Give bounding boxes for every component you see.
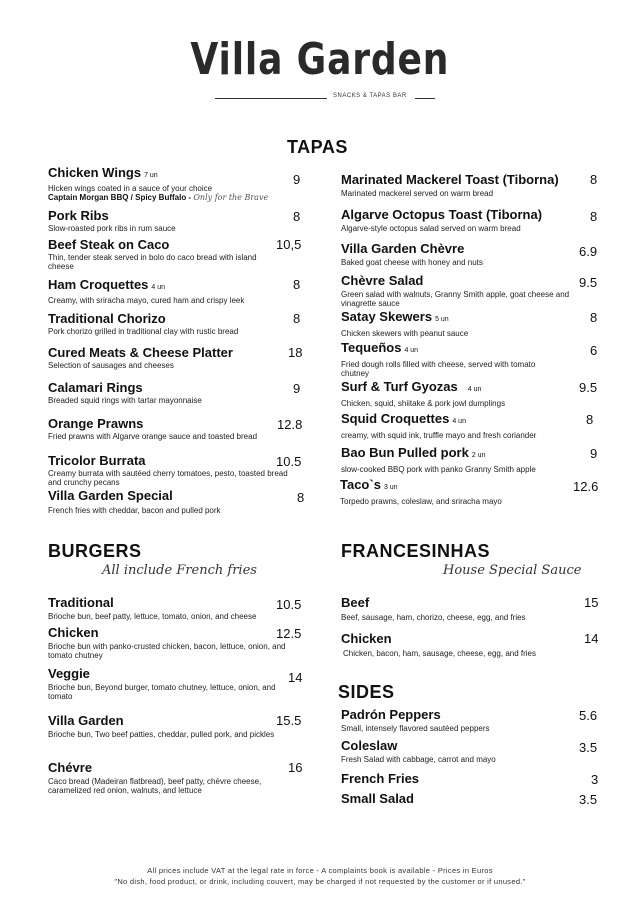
item-name: Villa Garden Chèvre bbox=[341, 241, 465, 256]
menu-item-cured-meats-platter bbox=[48, 345, 280, 370]
menu-item-orange-prawns bbox=[48, 416, 280, 441]
burgers-note: All include French fries bbox=[102, 563, 257, 578]
menu-item-burger-traditional bbox=[48, 595, 298, 621]
item-name: Chévre bbox=[48, 760, 93, 775]
item-desc: Slow-roasted pork ribs in rum sauce bbox=[48, 224, 176, 233]
footer-charge-note: "No dish, food product, or drink, including couvert, may be charged if not requested by the customer or if unused." bbox=[114, 877, 526, 886]
item-price: 10.5 bbox=[276, 597, 302, 612]
item-name: Chicken bbox=[48, 625, 99, 640]
sauce-note: Only for the Brave bbox=[193, 193, 269, 202]
menu-item-small-salad bbox=[341, 791, 571, 806]
item-desc: Fried prawns with Algarve orange sauce and toasted bread bbox=[48, 432, 258, 441]
item-desc: Chicken, bacon, ham, sausage, cheese, egg, and fries bbox=[343, 649, 537, 658]
menu-item-chicken-wings bbox=[48, 165, 280, 203]
item-qty: 4 un bbox=[452, 418, 466, 425]
item-price: 10.5 bbox=[276, 454, 302, 469]
item-price: 16 bbox=[288, 760, 303, 775]
item-price: 14 bbox=[288, 670, 303, 685]
menu-item-villa-garden-special bbox=[48, 488, 280, 515]
item-desc: Torpedo prawns, coleslaw, and sriracha mayo bbox=[340, 497, 502, 506]
item-price: 8 bbox=[293, 277, 301, 292]
menu-item-villa-garden-chevre bbox=[341, 241, 571, 267]
section-title-tapas: TAPAS bbox=[287, 137, 348, 157]
item-desc: Algarve-style octopus salad served on warm bread bbox=[341, 224, 521, 233]
item-price: 8 bbox=[590, 209, 598, 224]
item-desc: Chicken skewers with peanut sauce bbox=[341, 329, 469, 338]
item-desc: Brioche bun with panko-crusted chicken, bacon, lettuce, onion, and tomato chutney bbox=[48, 642, 286, 660]
francesinhas-note: House Special Sauce bbox=[443, 563, 582, 578]
menu-item-french-fries bbox=[341, 771, 571, 786]
item-desc: slow-cooked BBQ pork with panko Granny Smith apple bbox=[341, 465, 536, 474]
item-name: Veggie bbox=[48, 666, 90, 681]
menu-item-burger-veggie bbox=[48, 666, 303, 701]
menu-item-bao-bun bbox=[341, 445, 581, 474]
menu-item-squid-croquettes bbox=[341, 411, 581, 440]
item-desc: Green salad with walnuts, Granny Smith apple, goat cheese and vinagrette sauce bbox=[341, 290, 570, 308]
item-price: 14 bbox=[584, 631, 599, 646]
item-name: Marinated Mackerel Toast (Tiborna) bbox=[341, 172, 559, 187]
item-desc: Thin, tender steak served in bolo do caco bread with island cheese bbox=[48, 253, 257, 271]
item-qty: 3 un bbox=[383, 484, 398, 491]
item-price: 9.5 bbox=[579, 380, 598, 395]
menu-item-octopus-toast bbox=[341, 207, 586, 233]
item-price: 8 bbox=[297, 490, 305, 505]
item-price: 9 bbox=[293, 172, 301, 187]
item-desc: Small, intensely flavored sautéed peppers bbox=[341, 724, 490, 733]
item-name: Traditional Chorizo bbox=[48, 311, 166, 326]
item-price: 6.9 bbox=[579, 244, 598, 259]
item-desc: French fries with cheddar, bacon and pulled pork bbox=[48, 506, 221, 515]
item-desc: Caco bread (Madeiran flatbread), beef patty, chèvre cheese, caramelized red onion, walnuts, and lettuce bbox=[48, 777, 262, 795]
item-desc: Brioche bun, Two beef patties, cheddar, pulled pork, and pickles bbox=[48, 730, 275, 739]
item-name: Villa Garden bbox=[48, 713, 124, 728]
item-price: 5.6 bbox=[579, 708, 598, 723]
item-price: 8 bbox=[293, 209, 301, 224]
item-desc: Creamy, with sriracha mayo, cured ham and crispy leek bbox=[48, 296, 245, 305]
brand-subtitle: SNACKS & TAPAS BAR bbox=[333, 93, 407, 99]
item-qty: 4 un bbox=[404, 347, 419, 354]
item-qty: 7 un bbox=[144, 172, 158, 179]
item-price: 9 bbox=[293, 381, 301, 396]
item-price: 8 bbox=[293, 311, 301, 326]
menu-item-tequenos bbox=[341, 340, 561, 378]
item-price: 3.5 bbox=[579, 792, 598, 807]
item-desc: Marinated mackerel served on warm bread bbox=[341, 189, 494, 198]
menu-item-traditional-chorizo bbox=[48, 311, 280, 336]
item-name: Algarve Octopus Toast (Tiborna) bbox=[341, 207, 543, 222]
item-price: 18 bbox=[288, 345, 303, 360]
brand-name: Villa Garden bbox=[190, 34, 450, 85]
menu-item-francesinha-chicken bbox=[341, 631, 581, 658]
item-price: 8 bbox=[590, 310, 598, 325]
item-price: 12.5 bbox=[276, 626, 302, 641]
item-price: 9.5 bbox=[579, 275, 598, 290]
menu-item-ham-croquettes bbox=[48, 277, 280, 305]
item-desc: Chicken, squid, shiitake & pork jowl dumplings bbox=[341, 399, 506, 408]
item-desc: Fresh Salad with cabbage, carrot and mayo bbox=[341, 755, 496, 764]
item-name: Tricolor Burrata bbox=[48, 453, 146, 468]
item-name: Bao Bun Pulled pork bbox=[341, 445, 469, 460]
item-name: Chicken Wings bbox=[48, 165, 142, 180]
menu-item-calamari-rings bbox=[48, 380, 280, 405]
menu-item-burger-chicken bbox=[48, 625, 288, 660]
item-price: 8 bbox=[590, 172, 598, 187]
item-name: Small Salad bbox=[341, 791, 414, 806]
item-qty: 5 un bbox=[435, 316, 449, 323]
item-name: Beef bbox=[341, 595, 370, 610]
item-price: 10,5 bbox=[276, 237, 302, 252]
item-desc: Pork chorizo grilled in traditional clay with rustic bread bbox=[48, 327, 239, 336]
item-desc: Breaded squid rings with tartar mayonnaise bbox=[48, 396, 202, 405]
section-title-sides: SIDES bbox=[338, 682, 395, 702]
item-desc: Baked goat cheese with honey and nuts bbox=[341, 258, 483, 267]
divider bbox=[215, 98, 327, 99]
section-title-francesinhas: FRANCESINHAS bbox=[341, 541, 491, 561]
item-qty: 2 un bbox=[471, 452, 486, 459]
menu-item-padron-peppers bbox=[341, 707, 571, 733]
item-name: Traditional bbox=[48, 595, 114, 610]
item-price: 12.6 bbox=[573, 479, 599, 494]
item-name: Orange Prawns bbox=[48, 416, 144, 431]
brand-subtitle-row bbox=[215, 94, 435, 104]
menu-item-mackerel-toast bbox=[341, 172, 586, 198]
item-name: Taco`s bbox=[340, 477, 381, 492]
item-name: Chèvre Salad bbox=[341, 273, 424, 288]
item-name: Tequeños bbox=[341, 340, 402, 355]
menu-item-burger-chevre bbox=[48, 760, 280, 795]
brand-logo bbox=[0, 34, 640, 86]
divider bbox=[415, 98, 435, 99]
item-name: Pork Ribs bbox=[48, 208, 109, 223]
sauce-options: Captain Morgan BBQ / Spicy Buffalo - bbox=[48, 193, 192, 202]
item-name: Ham Croquettes bbox=[48, 277, 149, 292]
item-name: Satay Skewers bbox=[341, 309, 433, 324]
footer-vat-note: All prices include VAT at the legal rate in force - A complaints book is available - Prices in Euros bbox=[147, 866, 493, 875]
item-desc: Selection of sausages and cheeses bbox=[48, 361, 174, 370]
item-desc: Creamy burrata with sautéed cherry tomatoes, pesto, toasted bread and crunchy pecans bbox=[48, 469, 288, 487]
item-desc: Fried dough rolls filled with cheese, served with tomato chutney bbox=[341, 360, 536, 378]
item-qty: 4 un bbox=[467, 386, 482, 393]
item-name: Cured Meats & Cheese Platter bbox=[48, 345, 233, 360]
item-price: 15.5 bbox=[276, 713, 302, 728]
item-price: 3.5 bbox=[579, 740, 598, 755]
item-name: French Fries bbox=[341, 771, 420, 786]
item-price: 6 bbox=[590, 343, 598, 358]
item-name: Padrón Peppers bbox=[341, 707, 441, 722]
menu-item-chevre-salad bbox=[341, 273, 593, 308]
item-qty: 4 un bbox=[151, 284, 166, 291]
menu-item-burger-villa-garden bbox=[48, 713, 288, 739]
menu-item-pork-ribs bbox=[48, 208, 280, 233]
item-desc: Brioche bun, Beyond burger, tomato chutney, lettuce, onion, and tomato bbox=[48, 683, 276, 701]
item-desc: Hicken wings coated in a sauce of your choice bbox=[48, 184, 213, 193]
item-name: Squid Croquettes bbox=[341, 411, 450, 426]
item-price: 9 bbox=[590, 446, 598, 461]
item-desc: Beef, sausage, ham, chorizo, cheese, egg, and fries bbox=[341, 613, 526, 622]
item-name: Beef Steak on Caco bbox=[48, 237, 170, 252]
item-desc: creamy, with squid ink, truffle mayo and fresh coriander bbox=[341, 431, 537, 440]
item-name: Coleslaw bbox=[341, 738, 398, 753]
menu-item-beef-steak-on-caco bbox=[48, 237, 280, 271]
item-name: Surf & Turf Gyozas bbox=[341, 379, 458, 394]
section-title-burgers: BURGERS bbox=[48, 541, 142, 561]
item-price: 8 bbox=[586, 412, 594, 427]
item-name: Calamari Rings bbox=[48, 380, 143, 395]
item-price: 15 bbox=[584, 595, 599, 610]
menu-item-francesinha-beef bbox=[341, 595, 581, 622]
item-price: 3 bbox=[591, 772, 599, 787]
menu-item-coleslaw bbox=[341, 738, 571, 764]
item-name: Villa Garden Special bbox=[48, 488, 173, 503]
item-price: 12.8 bbox=[277, 417, 303, 432]
item-name: Chicken bbox=[341, 631, 392, 646]
item-desc: Brioche bun, beef patty, lettuce, tomato, onion, and cheese bbox=[48, 612, 257, 621]
menu-item-tricolor-burrata bbox=[48, 453, 300, 487]
menu-item-satay-skewers bbox=[341, 309, 571, 338]
menu-item-surf-turf-gyozas bbox=[341, 379, 571, 408]
menu-item-tacos bbox=[340, 477, 570, 506]
